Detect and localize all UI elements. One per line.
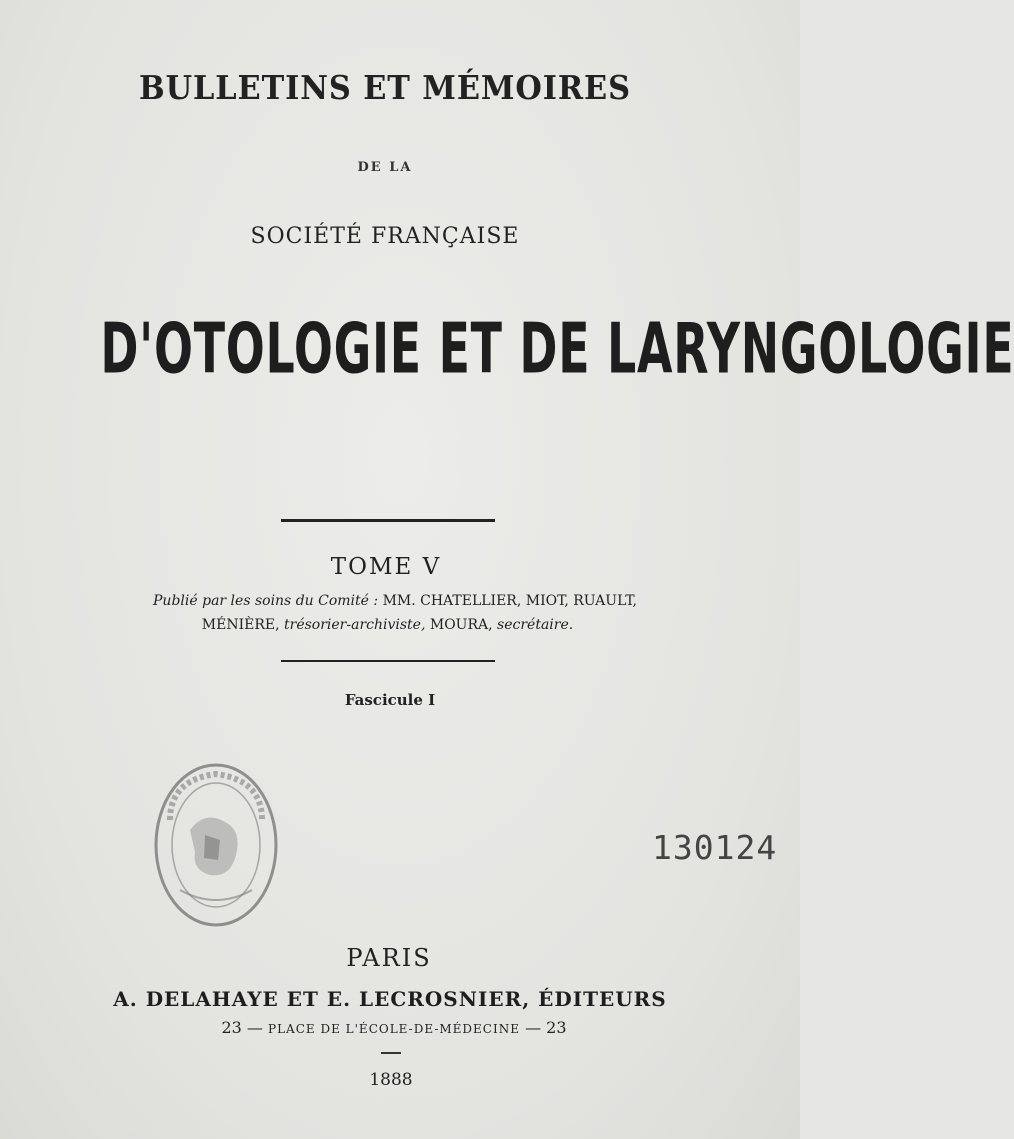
address-street: PLACE DE L'ÉCOLE-DE-MÉDECINE [268,1022,520,1036]
imprint-address [0,1018,788,1037]
imprint-city: PARIS [346,944,432,972]
address-number-right: — 23 [525,1018,567,1037]
call-number: 130124 [652,828,778,867]
volume-number: TOME V [330,554,442,580]
society-name: SOCIÉTÉ FRANÇAISE [250,224,520,249]
editors-line-1 [0,593,790,609]
imprint-dash [381,1052,401,1054]
editors-prefix: Publié par les soins du Comité : [153,593,379,609]
divider-top [281,519,495,522]
series-title: BULLETINS ET MÉMOIRES [139,68,631,107]
editor-meniere-role: trésorier-archiviste, [284,617,426,633]
imprint-publisher: A. DELAHAYE ET E. LECROSNIER, ÉDITEURS [113,987,667,1011]
main-title: D'OTOLOGIE ET DE LARYNGOLOGIE [100,307,1014,390]
address-number-left: 23 — [221,1018,263,1037]
divider-bottom [281,660,495,662]
fascicule: Fascicule I [344,691,436,709]
library-stamp-seal [150,760,282,930]
series-title-connector: DE LA [357,160,413,175]
editor-meniere: MÉNIÈRE, [201,617,280,633]
editors-names: MM. CHATELLIER, MIOT, RUAULT, [382,593,637,609]
publication-year: 1888 [369,1070,413,1090]
editor-moura: MOURA, [429,617,493,633]
editors-line-2 [0,617,775,633]
editor-moura-role: secrétaire. [497,617,574,633]
